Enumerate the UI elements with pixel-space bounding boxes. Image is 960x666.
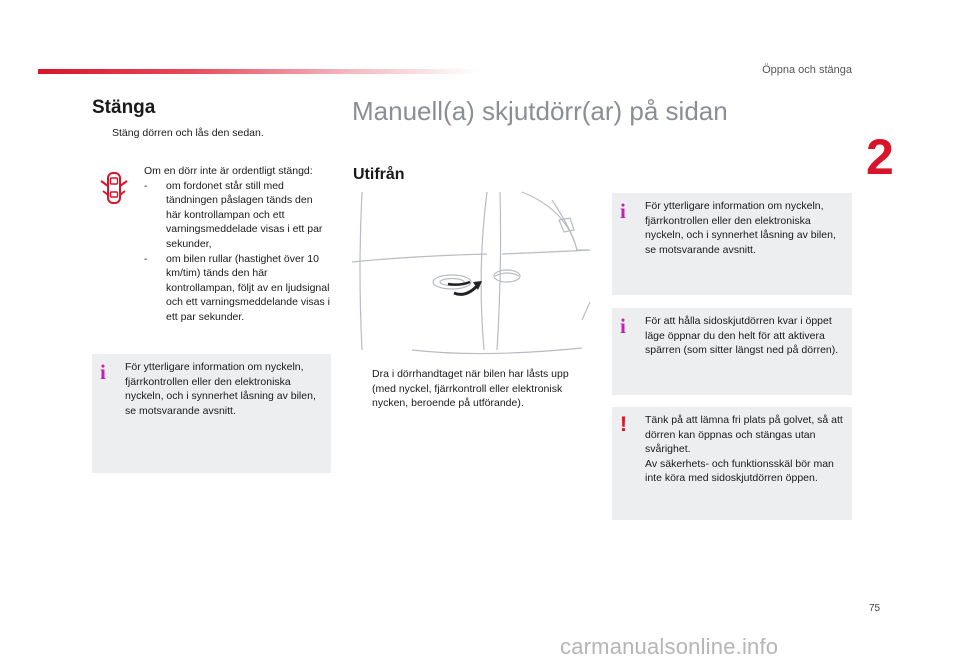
- step-close-door: [92, 126, 264, 141]
- info-box-door-latch: [612, 308, 852, 395]
- chapter-number: 2: [866, 129, 894, 185]
- info-box-key: [612, 193, 852, 295]
- warning-box: [612, 407, 852, 520]
- dash-marker: -: [144, 252, 148, 265]
- dash-marker: -: [144, 179, 148, 192]
- warning-conditions: [144, 164, 330, 325]
- info-text: För ytterligare information om nyckeln, fjärrkontrollen eller den elektroniska nyckeln, och i synnerhet låsning av bilen, se motsvarande avsnitt.: [645, 200, 836, 256]
- heading-stanga: Stänga: [92, 97, 156, 118]
- page-number: 75: [869, 603, 881, 614]
- step-pull-handle: [352, 367, 592, 411]
- page-title: Manuell(a) skjutdörr(ar) på sidan: [352, 96, 728, 126]
- info-text: För ytterligare information om nyckeln, fjärrkontrollen eller den elektroniska nyckeln, och i synnerhet låsning av bilen, se motsvarande avsnitt.: [125, 361, 316, 417]
- door-open-warning-icon: [100, 170, 128, 206]
- warning-text: Tänk på att lämna fri plats på golvet, så att dörren kan öppnas och stängas utan svårighet. Av säkerhets- och funktionsskäl bör man inte köra med sidoskjutdörren öppen.: [645, 414, 843, 485]
- step-text: Dra i dörrhandtaget när bilen har låsts upp (med nyckel, fjärrkontroll eller elektronisk nycken, beroende på utförande).: [372, 368, 569, 410]
- info-icon: i: [100, 360, 106, 384]
- exclamation-icon: !: [620, 413, 627, 436]
- header-accent-bar: [38, 69, 478, 74]
- list-item: [352, 367, 592, 411]
- subheading-utifran: Utifrån: [353, 166, 405, 183]
- step-text: Stäng dörren och lås den sedan.: [112, 127, 264, 139]
- warning-item-moving: om bilen rullar (hastighet över 10 km/tim) tänds den här kontrollampan, följt av en ljudsignal och ett varningsmeddelande visas i ett par sekunder.: [166, 252, 331, 323]
- info-icon: i: [620, 314, 626, 338]
- warning-item-stationary: om fordonet står still med tändningen påslagen tänds den här kontrollampan och ett varningsmeddelade visas i ett par sekunder,: [166, 179, 323, 250]
- info-icon: i: [620, 199, 626, 223]
- warning-intro: Om en dörr inte är ordentligt stängd:: [144, 165, 313, 177]
- list-item: [144, 252, 330, 325]
- section-title: Öppna och stänga: [762, 64, 852, 76]
- list-item: [144, 179, 330, 252]
- sliding-door-illustration: [352, 190, 592, 356]
- info-box-left: [92, 354, 331, 473]
- step-bullet: [352, 367, 372, 411]
- info-text: För att hålla sidoskjutdörren kvar i öppet läge öppnar du den helt för att aktivera spärren (som sitter längst ned på dörren).: [645, 315, 839, 357]
- watermark: carmanualsonline.info: [560, 634, 779, 659]
